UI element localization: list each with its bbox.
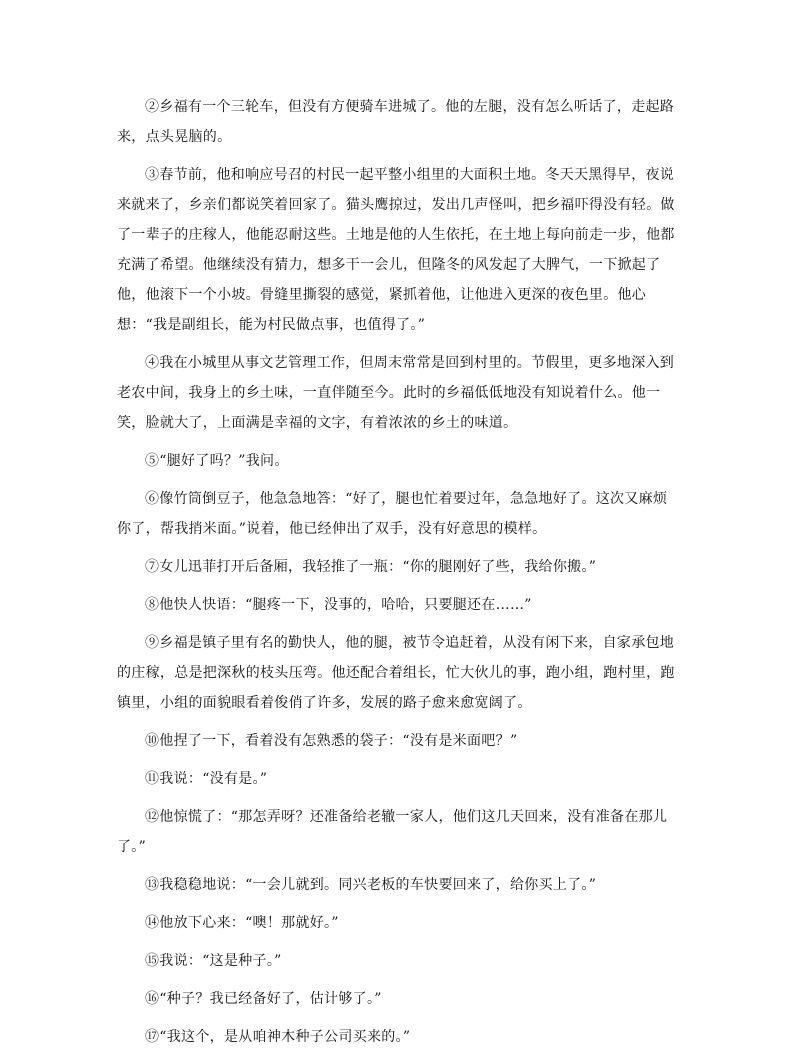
paragraph-11: ⑪我说：“没有是。” xyxy=(145,771,268,787)
paragraph-15: ⑮我说：“这是种子。” xyxy=(145,953,282,969)
paragraph-16: ⑯“种子？我已经备好了，估计够了。” xyxy=(145,991,382,1007)
paragraph-9: ⑨乡福是镇子里有名的勤快人，他的腿，被节令追赶着，从没有闲下来，自家承包地的庄稼，总是把深秋的枝头压弯。他还配合着组长，忙大伙儿的事，跑小组，跑村里，跑镇里，小组的面貌眼看着俊俏了许多，发展的路子愈来愈宽阔了。 xyxy=(117,635,675,711)
paragraph-10: ⑩他捏了一下，看着没有怎熟悉的袋子：“没有是米面吧？” xyxy=(145,733,518,749)
paragraph-14: ⑭他放下心来：“噢！那就好。” xyxy=(145,915,339,931)
paragraph-2: ②乡福有一个三轮车，但没有方便骑车进城了。他的左腿，没有怎么听话了，走起路来，点头晃脑的。 xyxy=(117,99,675,145)
paragraph-8: ⑧他快人快语：“腿疼一下，没事的，哈哈，只要腿还在……” xyxy=(145,597,532,613)
paragraph-3: ③春节前，他和响应号召的村民一起平整小组里的大面积土地。冬天天黑得早，夜说来就来了，乡亲们都说笑着回家了。猫头鹰掠过，发出几声怪叫，把乡福吓得没有轻。做了一辈子的庄稼人，他能忍耐这些。土地是他的人生依托，在土地上每向前走一步，他都充满了希望。他继续没有猜力，想多干一会儿，但隆冬的风发起了大脾气，一下掀起了他，他滚下一个小坡。骨缝里撕裂的感觉，紧抓着他，让他进入更深的夜色里。他心想：“我是副组长，能为村民做点事，也值得了。” xyxy=(117,167,675,333)
paragraph-7: ⑦女儿迅菲打开后备厢，我轻推了一瓶：“你的腿刚好了些，我给你搬。” xyxy=(145,559,597,575)
paragraph-5: ⑤“腿好了吗？”我问。 xyxy=(145,453,289,469)
paragraph-13: ⑬我稳稳地说：“一会儿就到。同兴老板的车快要回来了，给你买上了。” xyxy=(145,877,597,893)
paragraph-6: ⑥像竹筒倒豆子，他急急地答：“好了，腿也忙着要过年，急急地好了。这次又麻烦你了，帮我捎米面。”说着，他已经伸出了双手，没有好意思的模样。 xyxy=(117,491,668,537)
paragraph-12: ⑫他惊慌了：“那怎弄呀？还准备给老辙一家人，他们这几天回来，没有准备在那儿了。” xyxy=(117,809,668,855)
document-page xyxy=(117,92,677,1060)
paragraph-17: ⑰“我这个，是从咱神木种子公司买来的。” xyxy=(145,1029,411,1045)
paragraph-4: ④我在小城里从事文艺管理工作，但周末常常是回到村里的。节假里，更多地深入到老农中间，我身上的乡土味，一直伴随至今。此时的乡福低低地没有知说着什么。他一笑，脸就大了，上面满是幸福的文字，有着浓浓的乡土的味道。 xyxy=(117,355,675,431)
